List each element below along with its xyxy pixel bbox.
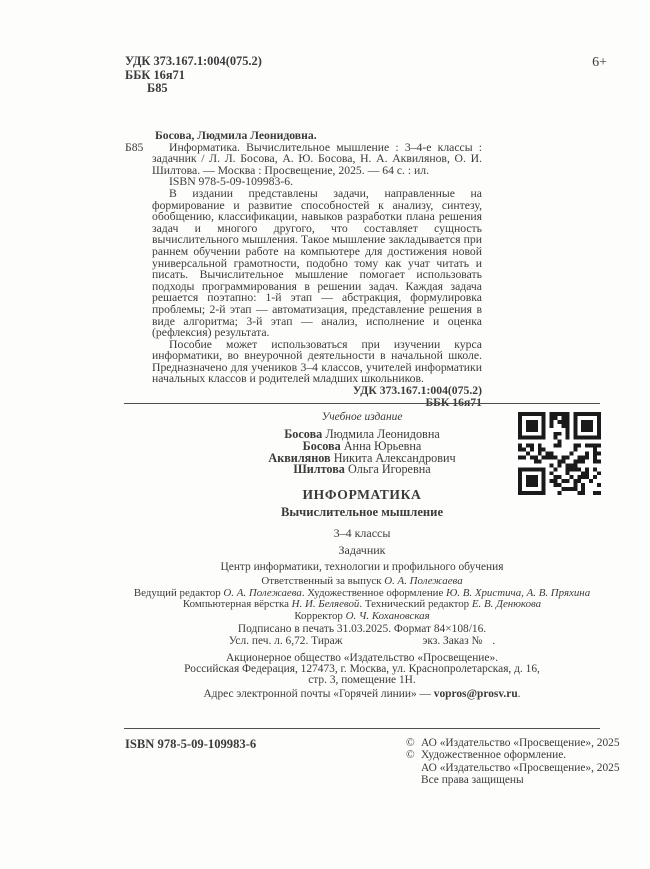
bibliographic-block <box>125 129 482 409</box>
publisher-line: Российская Федерация, 127473, г. Москва, ул. Краснопролетарская, д. 16, <box>184 663 540 676</box>
publisher-address <box>124 653 600 686</box>
udk-line: УДК 373.167.1:004(075.2) <box>125 54 262 68</box>
annotation-paragraph-2: Пособие может использоваться при изучении курса информатики, во внеурочной деятельности в начальной школе. Предназначено для учеников 3–4 классов, учителей информатики начальных классов и родителей младших школьников. <box>152 337 482 386</box>
bbk-line: ББК 16я71 <box>125 67 185 82</box>
staff-credits <box>124 576 600 622</box>
copyright-line: © АО «Издательство «Просвещение», 2025 <box>406 737 620 749</box>
publisher-line: Акционерное общество «Издательство «Просвещение». <box>225 652 498 665</box>
age-mark: 6+ <box>592 55 607 70</box>
staff-line: Ведущий редактор О. А. Полежаева. Художественное оформление Ю. В. Христича, А. В. Пряхина <box>133 586 591 599</box>
footer-rule <box>124 728 600 729</box>
copyright-block <box>406 737 620 786</box>
author-code: Б85 <box>147 81 168 96</box>
imprint-section <box>124 403 600 700</box>
book-title: ИНФОРМАТИКА <box>302 487 422 503</box>
copyright-line: Все права защищены <box>421 773 524 786</box>
bbk-right: ББК 16я71 <box>425 395 482 409</box>
edition-type-label: Учебное издание <box>321 411 403 423</box>
bib-description <box>125 140 482 177</box>
copyright-line: © Художественное оформление. <box>406 749 567 762</box>
qr-code <box>518 412 601 495</box>
isbn-footer: ISBN 978-5-09-109983-6 <box>125 737 257 751</box>
staff-line: Корректор О. Ч. Кохановская <box>294 609 430 622</box>
staff-line: Компьютерная вёрстка Н. И. Беляевой. Технический редактор Е. В. Денюкова <box>182 598 542 611</box>
publishing-center-label: Центр информатики, технологии и профильного обучения <box>220 561 504 574</box>
book-type-label: Задачник <box>338 543 386 558</box>
print-info-line: Усл. печ. л. 6,72. Тираж экз. Заказ № . <box>228 634 496 647</box>
udk-right: УДК 373.167.1:004(075.2) <box>352 384 482 398</box>
annotation-paragraph-1: В издании представлены задачи, направленные на формирование и развитие способностей к анализу, синтезу, обобщению, классификации, навыков разработки плана решения задач и многого другого, что составляет сущность вычислительного мышления. Такое мышление закладывается при раннем обучении работе на компьютере для достижения новой универсальной грамотности, подобно тому как учат читать и писать. Вычислительное мышление помогает использовать подходы программирования в решении задач. Каждая задача решается поэтапно: 1-й этап — абстракция, формулировка проблемы; 2-й этап — автоматизация, представление решения в виде алгоритма; 3-й этап — анализ, исполнение и оценка (рефлексия) результата. <box>152 186 482 340</box>
book-subtitle: Вычислительное мышление <box>280 505 444 520</box>
hotline-email-line: Адрес электронной почты «Горячей линии» — vopros@prosv.ru. <box>203 688 521 701</box>
publisher-line: стр. 3, помещение 1Н. <box>308 674 416 687</box>
bib-isbn-line: ISBN 978-5-09-109983-6. <box>169 175 294 189</box>
bib-description-text: Информатика. Вычислительное мышление : 3–4-е классы : задачник / Л. Л. Босова, А. Ю. Босова, Н. А. Аквилянов, О. И. Шилтова. — Москва : Просвещение, 2025. — 64 с. : ил. <box>152 140 482 177</box>
print-info-line: Подписано в печать 31.03.2025. Формат 84×108/16. <box>237 623 487 636</box>
staff-line: Ответственный за выпуск О. А. Полежаева <box>261 575 463 588</box>
print-info <box>124 624 600 647</box>
author-name: Босова Людмила Леонидовна <box>284 427 440 441</box>
hotline-email: vopros@prosv.ru <box>433 688 518 701</box>
grade-label: 3–4 классы <box>333 526 391 541</box>
catalogue-codes <box>125 55 262 96</box>
bib-margin-code: Б85 <box>125 140 144 154</box>
author-name: Шилтова Ольга Игоревна <box>293 462 431 477</box>
bib-author-heading: Босова, Людмила Леонидовна. <box>155 129 317 142</box>
author-name: Босова Анна Юрьевна <box>302 438 422 453</box>
author-name: Аквилянов Никита Александрович <box>268 450 456 465</box>
copyright-line: АО «Издательство «Просвещение», 2025 <box>421 761 620 774</box>
